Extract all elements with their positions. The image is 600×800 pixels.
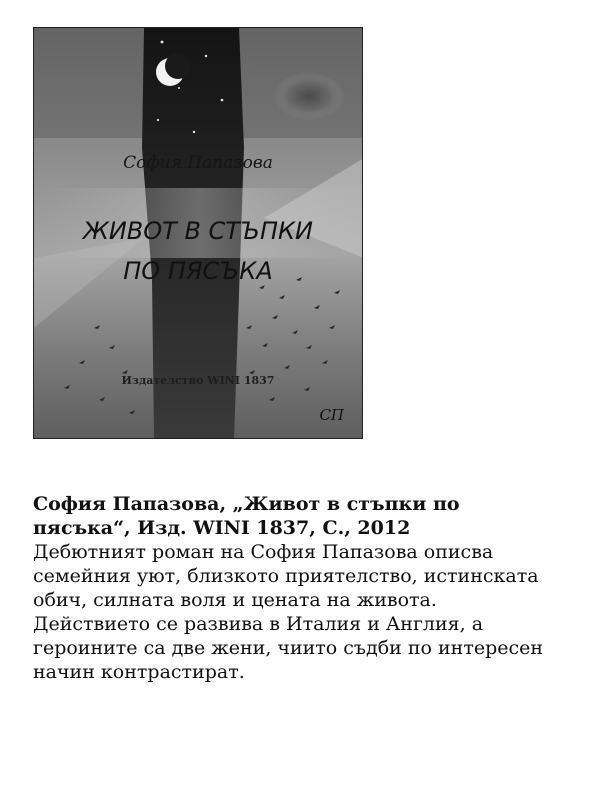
cover-monogram: СП [319, 406, 344, 424]
caption-body: Дебютният роман на София Папазова описва семейния уют, близкото приятелство, истинската обич, силната воля и цената на живота. Действието се развива в Италия и Англия, а героините са две жени, чиито съдби по интересен начин контрастират. [33, 541, 544, 683]
cover-title-line-2: ПО ПЯСЪКА [123, 257, 273, 285]
cover-title [34, 211, 362, 291]
book-cover [33, 27, 363, 439]
cover-author: София Папазова [123, 153, 273, 173]
book-caption [33, 492, 553, 684]
cover-title-line-1: ЖИВОТ В СТЪПКИ [83, 217, 313, 245]
cover-publisher: Издателство WINI 1837 [121, 374, 275, 387]
caption-heading: София Папазова, „Живот в стъпки по пясъка“, Изд. WINI 1837, С., 2012 [33, 493, 460, 539]
